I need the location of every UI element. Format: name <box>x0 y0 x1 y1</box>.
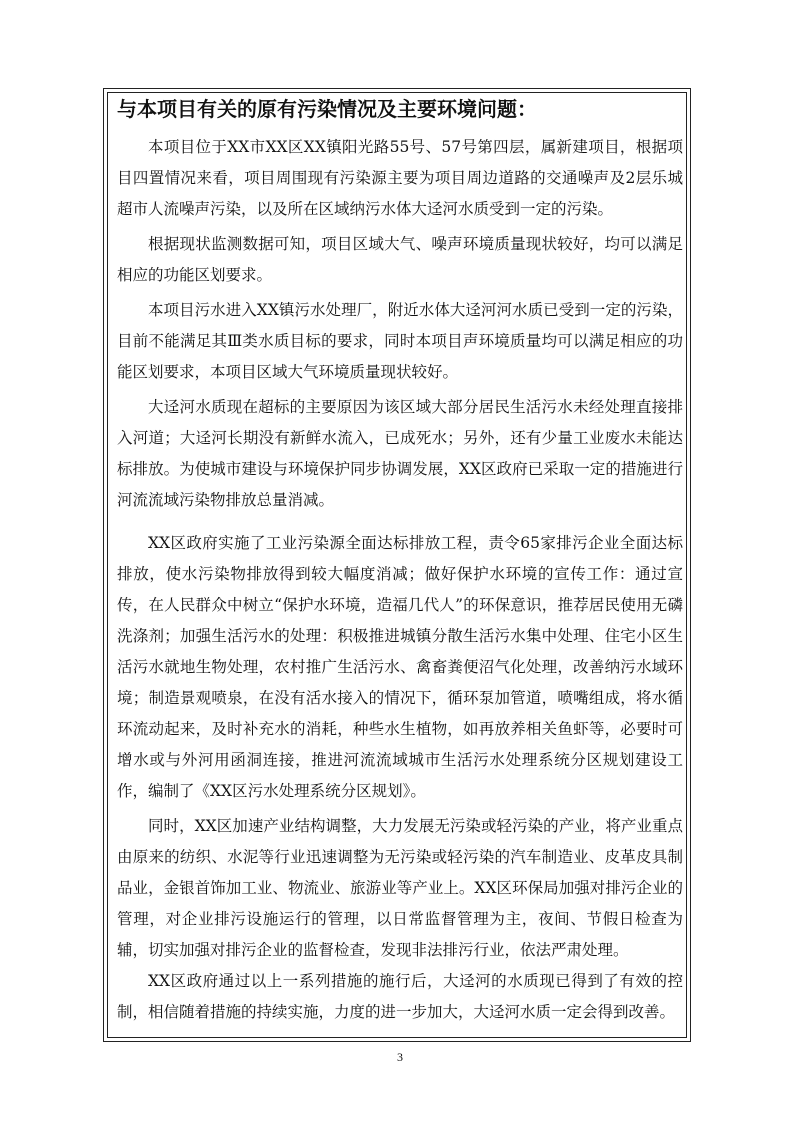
paragraph-conclusion: XX区政府通过以上一系列措施的施行后，大迳河的水质现已得到了有效的控制，相信随着措施的持续实施，力度的进一步加大，大迳河水质一定会得到改善。 <box>117 972 683 1021</box>
paragraph-government-measures: XX区政府实施了工业污染源全面达标排放工程，责令65家排污企业全面达标排放，使水污染物排放得到较大幅度消减；做好保护水环境的宣传工作：通过宣传，在人民群众中树立“保护水环境，造福几代人”的环保意识，推荐居民使用无磷洗涤剂；加强生活污水的处理：积极推进城镇分散生活污水集中处理、住宅小区生活污水就地生物处理，农村推广生活污水、禽畜粪便沼气化处理，改善纳污水域环境；制造景观喷泉，在没有活水接入的情况下，循环泵加管道，喷嘴组成，将水循环流动起来，及时补充水的消耗，种些水生植物，如再放养相关鱼虾等，必要时可增水或与外河用函洞连接，推进河流流域城市生活污水处理系统分区规划建设工作，编制了《XX区污水处理系统分区规划》。 <box>117 534 683 800</box>
paragraph-location: 本项目位于XX市XX区XX镇阳光路55号、57号第四层，属新建项目，根据项目四置情况来看，项目周围现有污染源主要为项目周边道路的交通噪声及2层乐城超市人流噪声污染，以及所在区域纳污水体大迳河水质受到一定的污染。 <box>117 138 683 218</box>
document-body <box>117 94 683 1028</box>
page-number: 3 <box>397 1050 403 1064</box>
paragraph-wastewater: 本项目污水进入XX镇污水处理厂，附近水体大迳河河水质已受到一定的污染，目前不能满足其Ⅲ类水质目标的要求，同时本项目声环境质量均可以满足相应的功能区划要求，本项目区域大气环境质量现状较好。 <box>117 301 683 381</box>
paragraph-industry-restructuring: 同时，XX区加速产业结构调整，大力发展无污染或轻污染的产业，将产业重点由原来的纺织、水泥等行业迅速调整为无污染或轻污染的汽车制造业、皮革皮具制品业，金银首饰加工业、物流业、旅游业等产业上。XX区环保局加强对排污企业的管理，对企业排污设施运行的管理，以日常监督管理为主，夜间、节假日检查为辅，切实加强对排污企业的监督检查，发现非法排污行业，依法严肃处理。 <box>117 817 683 959</box>
paragraph-monitoring: 根据现状监测数据可知，项目区域大气、噪声环境质量现状较好，均可以满足相应的功能区划要求。 <box>117 235 683 284</box>
paragraph-river-causes: 大迳河水质现在超标的主要原因为该区域大部分居民生活污水未经处理直接排入河道；大迳河长期没有新鲜水流入，已成死水；另外，还有少量工业废水未能达标排放。为使城市建设与环境保护同步协调发展，XX区政府已采取一定的措施进行河流流域污染物排放总量消减。 <box>117 398 683 509</box>
section-heading: 与本项目有关的原有污染情况及主要环境问题： <box>117 97 537 121</box>
